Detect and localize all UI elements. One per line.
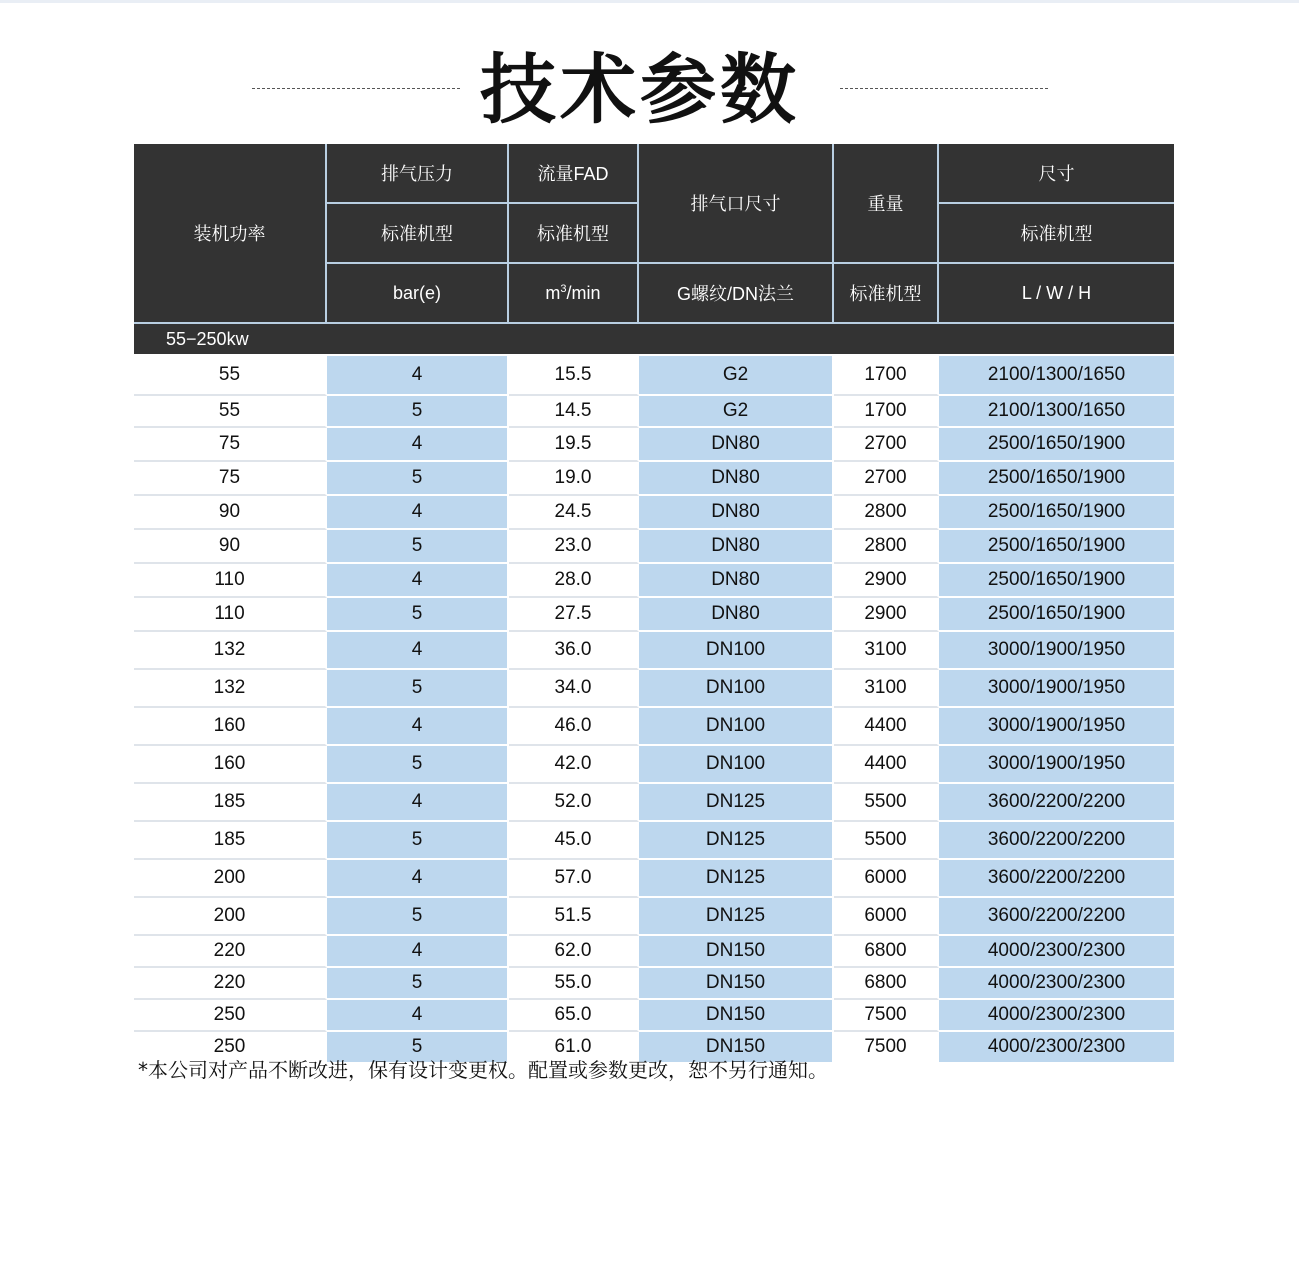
spec-table: [134, 144, 1174, 1064]
cell-weight: 2700: [834, 428, 939, 462]
cell-pressure: 5: [327, 898, 509, 936]
cell-power: 185: [134, 784, 327, 822]
cell-outlet: DN80: [639, 462, 834, 496]
cell-weight: 6000: [834, 898, 939, 936]
cell-flow: 19.0: [509, 462, 639, 496]
cell-power: 90: [134, 496, 327, 530]
cell-weight: 2800: [834, 496, 939, 530]
header-flow-sub: 标准机型: [509, 204, 639, 264]
header-flow: 流量FAD: [509, 144, 639, 204]
table-row: [134, 530, 1174, 564]
table-row: [134, 564, 1174, 598]
cell-power: 185: [134, 822, 327, 860]
cell-pressure: 4: [327, 428, 509, 462]
cell-size: 3000/1900/1950: [939, 746, 1174, 784]
cell-outlet: DN125: [639, 898, 834, 936]
cell-pressure: 4: [327, 564, 509, 598]
table-row: [134, 746, 1174, 784]
cell-size: 3000/1900/1950: [939, 708, 1174, 746]
table-row: [134, 1000, 1174, 1032]
cell-weight: 4400: [834, 708, 939, 746]
cell-size: 4000/2300/2300: [939, 936, 1174, 968]
cell-size: 3600/2200/2200: [939, 898, 1174, 936]
table-row: [134, 632, 1174, 670]
cell-size: 2500/1650/1900: [939, 564, 1174, 598]
header-outlet: 排气口尺寸: [639, 144, 834, 264]
table-row: [134, 708, 1174, 746]
cell-size: 2100/1300/1650: [939, 356, 1174, 396]
cell-size: 3000/1900/1950: [939, 670, 1174, 708]
cell-power: 132: [134, 670, 327, 708]
cell-pressure: 5: [327, 1032, 509, 1064]
cell-size: 3000/1900/1950: [939, 632, 1174, 670]
spec-table-body: [134, 356, 1174, 1064]
header-outlet-unit: G螺纹/DN法兰: [639, 264, 834, 324]
cell-outlet: DN100: [639, 708, 834, 746]
cell-pressure: 5: [327, 746, 509, 784]
cell-power: 90: [134, 530, 327, 564]
table-row: [134, 396, 1174, 428]
flow-unit-rest: /min: [566, 282, 601, 303]
cell-pressure: 4: [327, 356, 509, 396]
header-size-unit: L / W / H: [939, 264, 1174, 324]
cell-pressure: 4: [327, 496, 509, 530]
table-row: [134, 822, 1174, 860]
header-power: 装机功率: [134, 144, 327, 324]
cell-weight: 4400: [834, 746, 939, 784]
cell-power: 200: [134, 860, 327, 898]
cell-size: 2100/1300/1650: [939, 396, 1174, 428]
cell-flow: 34.0: [509, 670, 639, 708]
cell-pressure: 5: [327, 530, 509, 564]
cell-flow: 51.5: [509, 898, 639, 936]
cell-flow: 57.0: [509, 860, 639, 898]
cell-size: 4000/2300/2300: [939, 1000, 1174, 1032]
header-pressure-sub: 标准机型: [327, 204, 509, 264]
cell-weight: 5500: [834, 784, 939, 822]
flow-unit-sup: 3: [560, 282, 567, 295]
cell-pressure: 4: [327, 708, 509, 746]
spec-table-header: [134, 144, 1174, 324]
cell-size: 2500/1650/1900: [939, 598, 1174, 632]
cell-power: 220: [134, 936, 327, 968]
table-row: [134, 936, 1174, 968]
cell-outlet: DN150: [639, 1032, 834, 1064]
cell-power: 110: [134, 598, 327, 632]
cell-flow: 27.5: [509, 598, 639, 632]
cell-outlet: DN125: [639, 860, 834, 898]
cell-weight: 2800: [834, 530, 939, 564]
cell-outlet: DN125: [639, 822, 834, 860]
cell-size: 2500/1650/1900: [939, 462, 1174, 496]
cell-outlet: DN80: [639, 564, 834, 598]
cell-pressure: 4: [327, 632, 509, 670]
cell-size: 4000/2300/2300: [939, 968, 1174, 1000]
cell-power: 250: [134, 1000, 327, 1032]
cell-outlet: DN100: [639, 746, 834, 784]
cell-pressure: 4: [327, 1000, 509, 1032]
cell-outlet: DN100: [639, 670, 834, 708]
cell-outlet: DN150: [639, 968, 834, 1000]
cell-flow: 23.0: [509, 530, 639, 564]
cell-weight: 1700: [834, 356, 939, 396]
header-pressure-unit: bar(e): [327, 264, 509, 324]
cell-flow: 65.0: [509, 1000, 639, 1032]
cell-outlet: DN150: [639, 936, 834, 968]
cell-pressure: 4: [327, 936, 509, 968]
cell-flow: 24.5: [509, 496, 639, 530]
cell-power: 55: [134, 396, 327, 428]
cell-power: 75: [134, 462, 327, 496]
cell-outlet: DN80: [639, 598, 834, 632]
cell-outlet: DN80: [639, 428, 834, 462]
cell-size: 3600/2200/2200: [939, 860, 1174, 898]
cell-flow: 36.0: [509, 632, 639, 670]
header-flow-unit: [509, 264, 639, 324]
table-row: [134, 670, 1174, 708]
cell-pressure: 5: [327, 670, 509, 708]
cell-weight: 2900: [834, 598, 939, 632]
table-row: [134, 462, 1174, 496]
section-row-group: [134, 324, 1174, 356]
cell-weight: 6800: [834, 968, 939, 1000]
cell-weight: 6000: [834, 860, 939, 898]
cell-size: 4000/2300/2300: [939, 1032, 1174, 1064]
header-size: 尺寸: [939, 144, 1174, 204]
section-label: 55−250kw: [134, 324, 1174, 356]
cell-pressure: 4: [327, 860, 509, 898]
cell-outlet: DN100: [639, 632, 834, 670]
cell-weight: 7500: [834, 1000, 939, 1032]
cell-power: 200: [134, 898, 327, 936]
table-row: [134, 784, 1174, 822]
cell-outlet: G2: [639, 396, 834, 428]
title-left-dashed-line: [252, 88, 460, 89]
table-row: [134, 968, 1174, 1000]
cell-flow: 46.0: [509, 708, 639, 746]
header-weight: 重量: [834, 144, 939, 264]
header-size-sub: 标准机型: [939, 204, 1174, 264]
cell-pressure: 5: [327, 396, 509, 428]
table-row: [134, 496, 1174, 530]
cell-outlet: DN150: [639, 1000, 834, 1032]
cell-flow: 55.0: [509, 968, 639, 1000]
cell-weight: 1700: [834, 396, 939, 428]
cell-power: 220: [134, 968, 327, 1000]
cell-size: 2500/1650/1900: [939, 496, 1174, 530]
cell-flow: 62.0: [509, 936, 639, 968]
cell-weight: 2700: [834, 462, 939, 496]
cell-weight: 3100: [834, 632, 939, 670]
cell-weight: 7500: [834, 1032, 939, 1064]
cell-power: 110: [134, 564, 327, 598]
cell-power: 55: [134, 356, 327, 396]
cell-power: 132: [134, 632, 327, 670]
cell-outlet: DN125: [639, 784, 834, 822]
cell-pressure: 5: [327, 968, 509, 1000]
cell-pressure: 4: [327, 784, 509, 822]
cell-power: 160: [134, 746, 327, 784]
title-section: [0, 40, 1299, 140]
cell-pressure: 5: [327, 462, 509, 496]
cell-weight: 3100: [834, 670, 939, 708]
table-row: [134, 860, 1174, 898]
table-row: [134, 598, 1174, 632]
cell-size: 3600/2200/2200: [939, 784, 1174, 822]
cell-flow: 28.0: [509, 564, 639, 598]
cell-outlet: DN80: [639, 496, 834, 530]
cell-weight: 2900: [834, 564, 939, 598]
cell-flow: 61.0: [509, 1032, 639, 1064]
cell-outlet: G2: [639, 356, 834, 396]
title-right-dashed-line: [840, 88, 1048, 89]
cell-power: 75: [134, 428, 327, 462]
cell-power: 160: [134, 708, 327, 746]
top-border: [0, 0, 1299, 3]
page-title: 技术参数: [480, 45, 800, 134]
table-row: [134, 898, 1174, 936]
cell-weight: 6800: [834, 936, 939, 968]
cell-flow: 15.5: [509, 356, 639, 396]
cell-flow: 42.0: [509, 746, 639, 784]
cell-power: 250: [134, 1032, 327, 1064]
table-row: [134, 428, 1174, 462]
cell-pressure: 5: [327, 598, 509, 632]
disclaimer-note: *本公司对产品不断改进，保有设计变更权。配置或参数更改，恕不另行通知。: [138, 1058, 828, 1082]
cell-flow: 52.0: [509, 784, 639, 822]
cell-flow: 19.5: [509, 428, 639, 462]
header-weight-sub: 标准机型: [834, 264, 939, 324]
cell-weight: 5500: [834, 822, 939, 860]
cell-pressure: 5: [327, 822, 509, 860]
cell-outlet: DN80: [639, 530, 834, 564]
cell-flow: 45.0: [509, 822, 639, 860]
table-row: [134, 356, 1174, 396]
header-pressure: 排气压力: [327, 144, 509, 204]
flow-unit-m: m: [545, 282, 561, 303]
cell-size: 2500/1650/1900: [939, 428, 1174, 462]
cell-size: 3600/2200/2200: [939, 822, 1174, 860]
cell-flow: 14.5: [509, 396, 639, 428]
cell-size: 2500/1650/1900: [939, 530, 1174, 564]
